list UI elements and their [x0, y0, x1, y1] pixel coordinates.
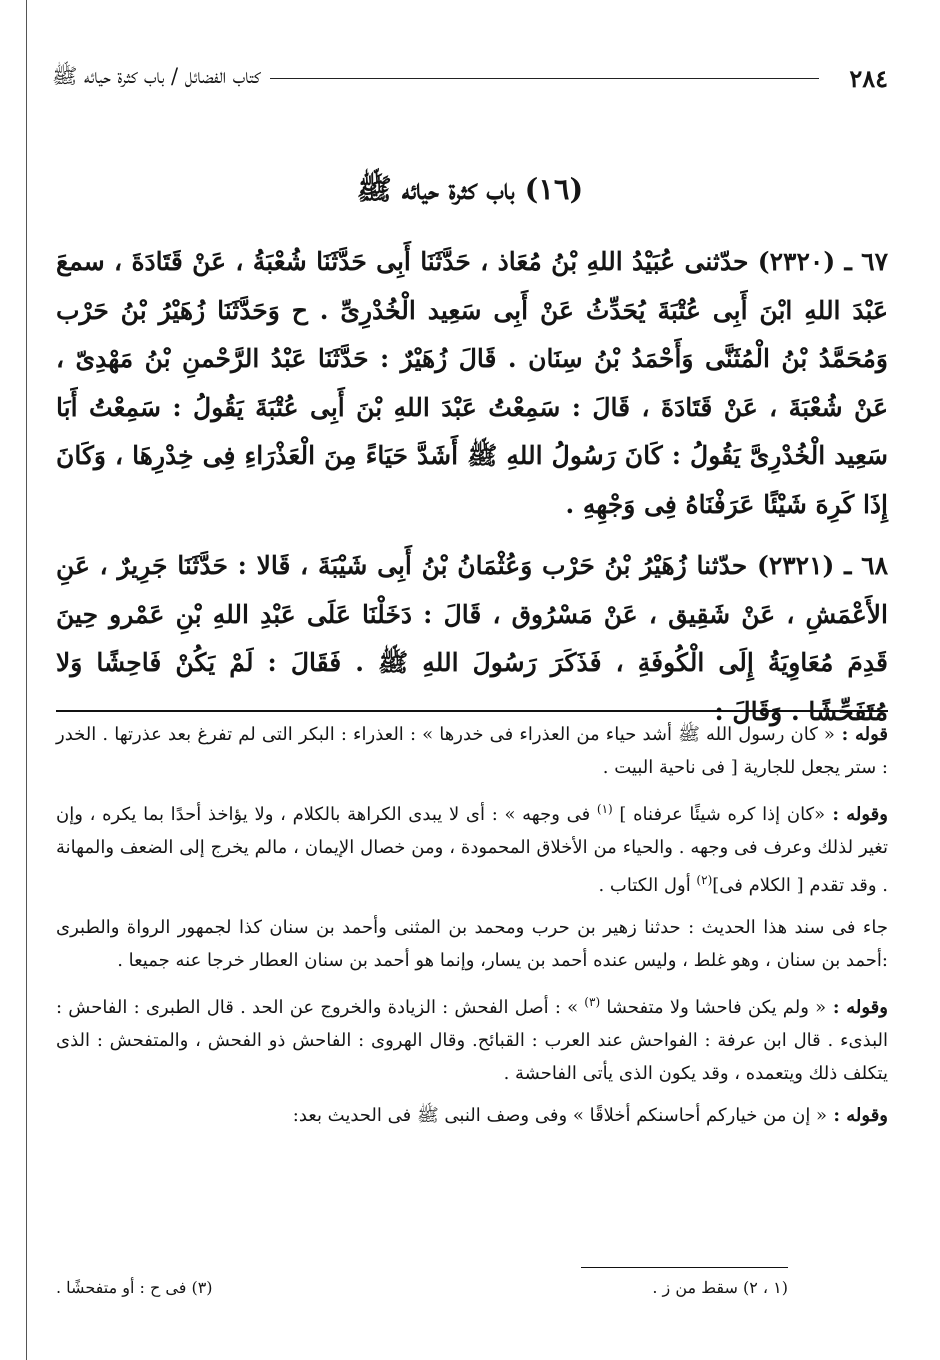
footnote-3: (٣) فى ح : أو متفحشًا . — [56, 1278, 213, 1297]
footnote-ref: (١) — [596, 802, 613, 816]
commentary-text: أول الكتاب . — [598, 875, 697, 896]
chapter-title: (١٦) باب كثرة حيائه ﷺ — [356, 172, 584, 206]
commentary-text: فى وجهه » : أى لا يبدى الكراهة بالكلام ، ولا يؤاخذ أحدًا بما يكره ، وإن تغير لذلك وعرف فى وجهه . والحياء من الأخلاق المحمودة ، ومن خصال الإيمان ، مالم يخرج إلى الضعف والمهانة . وقد تقدم [ الكلام فى] — [56, 804, 888, 896]
commentary-lead: وقوله : — [825, 804, 888, 825]
commentary-separator-rule — [56, 710, 888, 712]
commentary-text: «كان إذا كره شيئًا عرفناه ] — [619, 804, 826, 825]
commentary-paragraph — [56, 793, 888, 902]
hadith-68: ٦٨ ـ (٢٣٢١) حدّثنا زُهَيْرُ بْنُ حَرْب وَعُثْمَانُ بْنُ أَبِى شَيْبَةَ ، قَالا : حَدَّثَنَا جَرِيرٌ ، عَنِ الأَعْمَشِ ، عَنْ شَقِيق ، عَنْ مَسْرُوق ، قَالَ : دَخَلْنَا عَلَى عَبْدِ اللهِ بْنِ عَمْرو حِينَ قَدِمَ مُعَاوِيَةُ إِلَى الْكُوفَةِ ، فَذَكَرَ رَسُولَ اللهِ ﷺ . فَقَالَ : لَمْ يَكُنْ فَاحِشًا وَلا مُتَفَحِّشًا . وَقَالَ : — [56, 551, 889, 726]
commentary-lead: وقوله : — [827, 1105, 888, 1126]
commentary-paragraph — [56, 911, 888, 977]
running-header — [52, 58, 888, 98]
commentary-paragraph — [56, 1099, 888, 1132]
commentary-text: « ولم يكن فاحشا ولا متفحشا — [606, 997, 827, 1018]
commentary — [56, 718, 888, 1141]
footnote-1-2: (١ ، ٢) سقط من ز . — [652, 1278, 788, 1297]
commentary-text: « إن من خياركم أحاسنكم أخلاقًا » وفى وصف النبى ﷺ فى الحديث بعد: — [292, 1105, 828, 1126]
commentary-text: » : أصل الفحش : الزيادة والخروج عن الحد . قال الطبرى : الفاحش : البذىء . قال ابن عرفة : الفواحش عند العرب : القبائح. وقال الهروى : الفاحش ذو الفحش ، والمتفحش : الذى يتكلف ذلك ويتعمده ، وقد يكون الذى يأتى الفاحشة . — [56, 997, 888, 1084]
commentary-paragraph — [56, 718, 888, 784]
commentary-text: « كان رسول الله ﷺ أشد حياء من العذراء فى خدرها » : العذراء : البكر التى لم تفرغ بعد عذرتها . الخدر : ستر يجعل للجارية [ فى ناحية البيت . — [56, 724, 888, 778]
footnote-rule — [581, 1267, 788, 1268]
commentary-lead: قوله : — [834, 724, 888, 745]
commentary-text: جاء فى سند هذا الحديث : حدثنا زهير بن حرب ومحمد بن المثنى وأحمد بن سنان كذا لجمهور الرواة والطبرى :أحمد بن سنان ، وهو غلط ، وليس عنده أحمد بن يسار، وإنما هو أحمد بن سنان العطار خرجا عنه جميعا . — [56, 917, 888, 971]
running-title: كتاب الفضائل / باب كثرة حيائه ﷺ — [52, 63, 261, 88]
hadith-67: ٦٧ ـ (٢٣٢٠) حدّثنى عُبَيْدُ اللهِ بْنُ مُعَاذ ، حَدَّثَنَا أَبِى حَدَّثَنَا شُعْبَةُ ، عَنْ قَتَادَةَ ، سمعَ عَبْدَ اللهِ ابْنَ أَبِى عُتْبَةَ يُحَدِّثُ عَنْ أَبِى سَعِيد الْخُدْرِىِّ . ح وَحَدَّثَنَا زُهَيْرُ بْنُ حَرْب وَمُحَمَّدُ بْنُ الْمُثَنَّى وَأَحْمَدُ بْنُ سِنَان . قَالَ زُهَيْرٌ : حَدَّثَنَا عَبْدُ الرَّحْمنِ بْنُ مَهْدِىّ ، عَنْ شُعْبَةَ ، عَنْ قَتَادَةَ ، قَالَ : سَمِعْتُ عَبْدَ اللهِ بْنَ أَبِى عُتْبَةَ يَقُولُ : سَمِعْتُ أَبَا سَعِيد الْخُدْرِىَّ يَقُولُ : كَانَ رَسُولُ اللهِ ﷺ أَشَدَّ حَيَاءً مِنَ الْعَذْرَاءِ فِى خِدْرِهَا ، وَكَانَ إِذَا كَرِهَ شَيْئًا عَرَفْنَاهُ فِى وَجْهِهِ . — [56, 247, 889, 519]
commentary-paragraph — [56, 986, 888, 1090]
footnotes — [56, 1278, 788, 1297]
commentary-lead: وقوله : — [826, 997, 888, 1018]
page-number: ٢٨٤ — [849, 63, 888, 93]
footnote-ref: (٢) — [696, 873, 713, 887]
header-rule — [270, 78, 819, 79]
footnote-ref: (٣) — [584, 995, 601, 1009]
